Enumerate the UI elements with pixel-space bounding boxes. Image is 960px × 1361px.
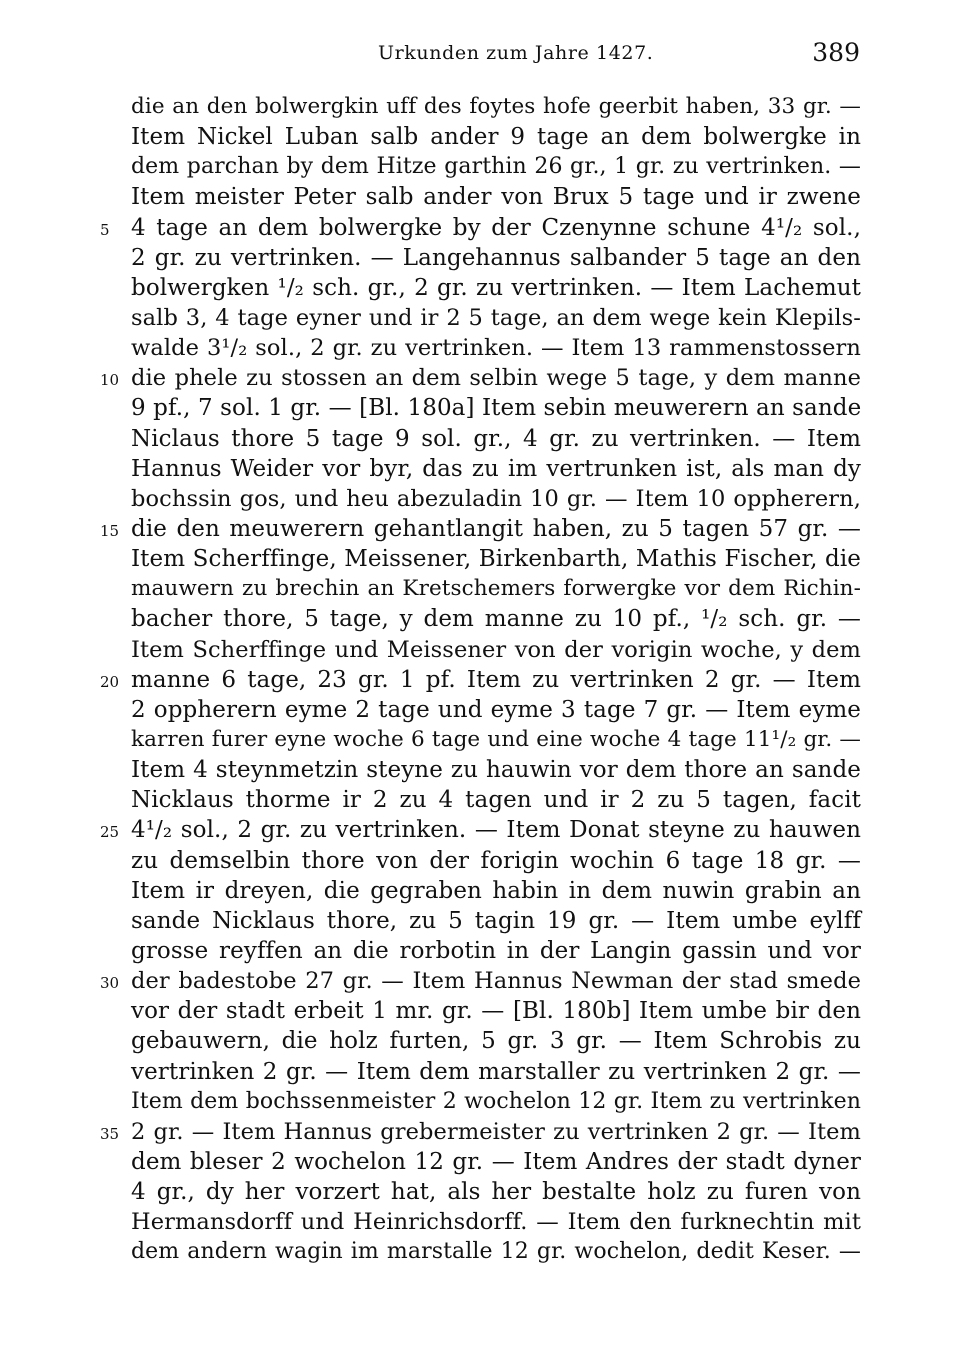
text-line	[0, 514, 960, 544]
line-text: Item Scherffinge, Meissener, Birkenbarth, Mathis Fischer, die	[131, 546, 861, 573]
text-line	[0, 243, 960, 273]
text-line	[0, 815, 960, 845]
line-text: 4 tage an dem bolwergke by der Czenynne schune 4¹/₂ sol.,	[131, 214, 861, 241]
text-line	[0, 635, 960, 665]
body-text	[0, 92, 960, 1267]
text-line	[0, 665, 960, 695]
text-line	[0, 393, 960, 423]
text-line	[0, 1057, 960, 1087]
line-text: die phele zu stossen an dem selbin wege 5 tage, y dem manne	[131, 365, 861, 392]
line-text: vor der stadt erbeit 1 mr. gr. — [Bl. 180b] Item umbe bir den	[131, 998, 861, 1025]
text-line	[0, 725, 960, 755]
line-text: Item dem bochssenmeister 2 wochelon 12 gr. Item zu vertrinken	[131, 1088, 861, 1114]
text-line	[0, 1147, 960, 1177]
line-number: 20	[100, 672, 120, 691]
text-line	[0, 484, 960, 514]
line-text: Nicklaus thorme ir 2 zu 4 tagen und ir 2 zu 5 tagen, facit	[131, 787, 861, 814]
line-text: dem parchan by dem Hitze garthin 26 gr., 1 gr. zu vertrinken. —	[131, 154, 861, 180]
line-text: manne 6 tage, 23 gr. 1 pf. Item zu vertrinken 2 gr. — Item	[131, 666, 861, 693]
line-text: zu demselbin thore von der forigin wochin 6 tage 18 gr. —	[131, 847, 861, 874]
line-text: bolwergken ¹/₂ sch. gr., 2 gr. zu vertrinken. — Item Lachemut	[131, 274, 861, 301]
text-line	[0, 996, 960, 1026]
line-text: gebauwern, die holz furten, 5 gr. 3 gr. — Item Schrobis zu	[131, 1028, 861, 1055]
text-line	[0, 1087, 960, 1117]
line-text: Item ir dreyen, die gegraben habin in dem nuwin grabin an	[131, 877, 861, 904]
line-text: Niclaus thore 5 tage 9 sol. gr., 4 gr. zu vertrinken. — Item	[131, 425, 861, 452]
line-text: dem bleser 2 wochelon 12 gr. — Item Andres der stadt dyner	[131, 1148, 861, 1175]
text-line	[0, 604, 960, 634]
text-line	[0, 303, 960, 333]
text-line	[0, 424, 960, 454]
text-line	[0, 152, 960, 182]
line-number: 15	[100, 521, 120, 540]
text-line	[0, 122, 960, 152]
text-line	[0, 966, 960, 996]
line-text: Item 4 steynmetzin steyne zu hauwin vor dem thore an sande	[131, 757, 861, 784]
line-text: die den meuwerern gehantlangit haben, zu 5 tagen 57 gr. —	[131, 515, 861, 542]
text-line	[0, 182, 960, 212]
text-line	[0, 273, 960, 303]
running-title: Urkunden zum Jahre 1427.	[378, 42, 654, 64]
text-line	[0, 574, 960, 604]
text-line	[0, 213, 960, 243]
line-text: Hannus Weider vor byr, das zu im vertrunken ist, als man dy	[131, 455, 861, 482]
page-number: 389	[812, 38, 860, 67]
line-text: Item Scherffinge und Meissener von der vorigin woche, y dem	[131, 636, 861, 663]
line-text: walde 3¹/₂ sol., 2 gr. zu vertrinken. — Item 13 rammenstossern	[131, 335, 861, 362]
line-text: 9 pf., 7 sol. 1 gr. — [Bl. 180a] Item sebin meuwerern an sande	[131, 395, 862, 422]
line-text: die an den bolwergkin uff des foytes hofe geerbit haben, 33 gr. —	[131, 94, 861, 119]
line-number: 35	[100, 1124, 120, 1143]
line-text: Item Nickel Luban salb ander 9 tage an dem bolwergke in	[131, 124, 861, 151]
line-number: 10	[100, 371, 120, 390]
running-head	[0, 38, 960, 78]
line-text: 2 gr. zu vertrinken. — Langehannus salbander 5 tage an den	[131, 244, 861, 271]
line-text: vertrinken 2 gr. — Item dem marstaller zu vertrinken 2 gr. —	[131, 1058, 861, 1085]
text-line	[0, 1026, 960, 1056]
text-line	[0, 876, 960, 906]
text-line	[0, 333, 960, 363]
line-text: karren furer eyne woche 6 tage und eine woche 4 tage 11¹/₂ gr. —	[131, 726, 861, 752]
line-text: 4¹/₂ sol., 2 gr. zu vertrinken. — Item Donat steyne zu hauwen	[131, 817, 861, 844]
text-line	[0, 92, 960, 122]
line-number: 25	[100, 823, 120, 842]
line-text: der badestobe 27 gr. — Item Hannus Newman der stad smede	[131, 968, 861, 995]
line-text: salb 3, 4 tage eyner und ir 2 5 tage, an dem wege kein Klepils-	[131, 304, 861, 331]
line-text: grosse reyffen an die rorbotin in der Langin gassin und vor	[131, 937, 861, 964]
line-number: 5	[100, 220, 110, 239]
line-text: sande Nicklaus thore, zu 5 tagin 19 gr. — Item umbe eylff	[131, 907, 861, 934]
text-line	[0, 544, 960, 574]
line-text: 2 oppherern eyme 2 tage und eyme 3 tage 7 gr. — Item eyme	[131, 696, 861, 723]
line-number: 30	[100, 974, 120, 993]
line-text: 4 gr., dy her vorzert hat, als her bestalte holz zu furen von	[131, 1179, 861, 1206]
text-line	[0, 695, 960, 725]
text-line	[0, 1177, 960, 1207]
text-line	[0, 1117, 960, 1147]
text-line	[0, 936, 960, 966]
text-line	[0, 785, 960, 815]
text-line	[0, 363, 960, 393]
text-line	[0, 454, 960, 484]
line-text: bochssin gos, und heu abezuladin 10 gr. — Item 10 oppherern,	[131, 485, 861, 512]
text-line	[0, 1207, 960, 1237]
line-text: bacher thore, 5 tage, y dem manne zu 10 pf., ¹/₂ sch. gr. —	[131, 606, 861, 633]
line-text: 2 gr. — Item Hannus grebermeister zu vertrinken 2 gr. — Item	[131, 1118, 861, 1145]
line-text: mauwern zu brechin an Kretschemers forwergke vor dem Richin-	[131, 576, 861, 602]
line-text: Hermansdorff und Heinrichsdorff. — Item den furknechtin mit	[131, 1209, 861, 1236]
text-line	[0, 846, 960, 876]
text-line	[0, 906, 960, 936]
line-text: Item meister Peter salb ander von Brux 5 tage und ir zwene	[131, 184, 861, 211]
text-line	[0, 755, 960, 785]
line-text: dem andern wagin im marstalle 12 gr. wochelon, dedit Keser. —	[131, 1239, 861, 1265]
text-line	[0, 1237, 960, 1267]
